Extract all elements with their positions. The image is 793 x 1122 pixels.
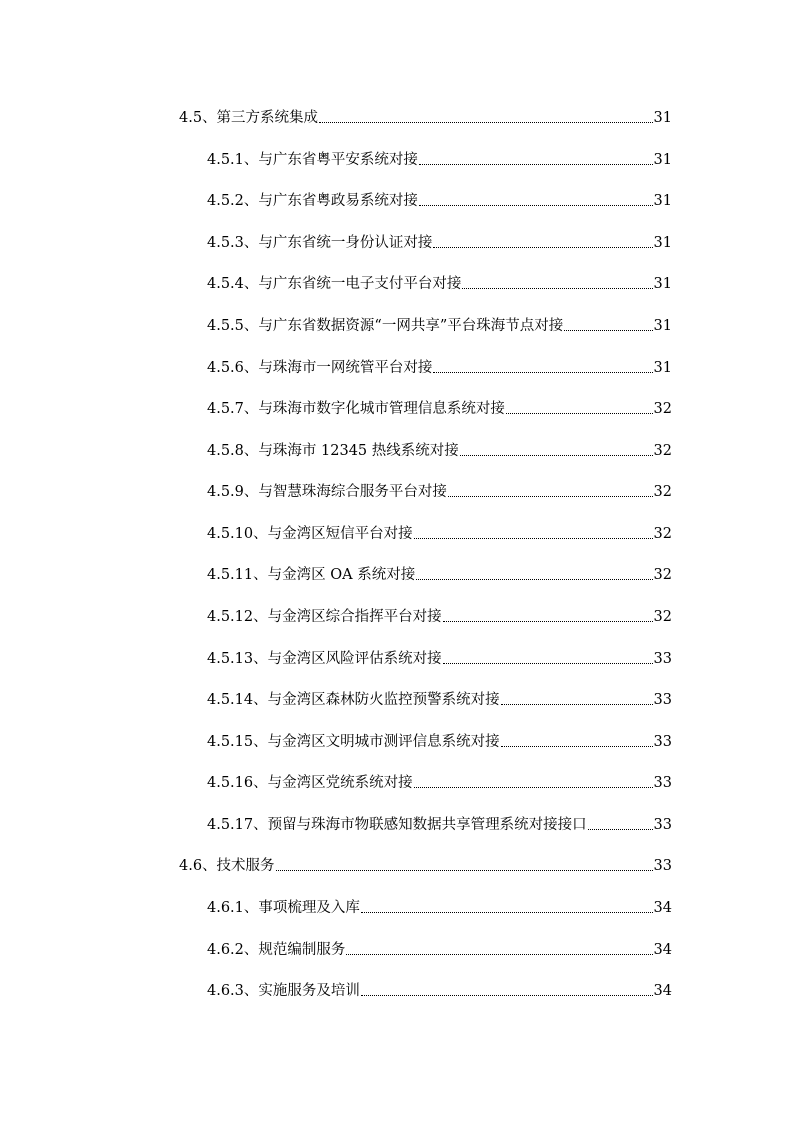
toc-entry-4-6[interactable] [179, 852, 672, 876]
toc-entry-page: 32 [653, 526, 672, 542]
toc-entry-number: 4.5.13 [207, 651, 254, 667]
dot-leader [462, 288, 652, 289]
dot-leader [448, 496, 653, 497]
toc-entry-4-5-10[interactable] [207, 520, 672, 544]
dot-leader [319, 122, 652, 123]
dot-leader [419, 164, 653, 165]
toc-entry-number: 4.5 [179, 110, 203, 126]
dot-leader [506, 413, 653, 414]
toc-entry-number: 4.6.2 [207, 942, 244, 958]
toc-entry-title: 、实施服务及培训 [243, 983, 360, 999]
toc-entry-title: 、与珠海市一网统管平台对接 [243, 360, 433, 376]
toc-entry-number: 4.5.4 [207, 276, 244, 292]
toc-entry-page: 31 [653, 276, 672, 292]
toc-entry-4-5-12[interactable] [207, 603, 672, 627]
toc-entry-4-5-14[interactable] [207, 686, 672, 710]
toc-entry-title: 、与金湾区党统系统对接 [253, 775, 413, 791]
dot-leader [443, 621, 653, 622]
toc-entry-page: 33 [653, 651, 672, 667]
toc-entry-4-5-15[interactable] [207, 728, 672, 752]
toc-entry-page: 31 [653, 235, 672, 251]
toc-entry-4-5-13[interactable] [207, 645, 672, 669]
toc-entry-title: 、与金湾区综合指挥平台对接 [253, 609, 442, 625]
toc-entry-number: 4.5.12 [207, 609, 254, 625]
toc-entry-number: 4.6.1 [207, 900, 244, 916]
toc-entry-4-5[interactable] [179, 104, 672, 128]
toc-entry-title: 、与广东省统一身份认证对接 [243, 235, 433, 251]
toc-entry-page: 34 [653, 983, 672, 999]
toc-entry-page: 32 [653, 443, 672, 459]
toc-entry-number: 4.5.10 [207, 526, 254, 542]
dot-leader [346, 954, 652, 955]
toc-entry-4-5-6[interactable] [207, 354, 672, 378]
toc-entry-page: 33 [653, 734, 672, 750]
dot-leader [361, 912, 653, 913]
toc-entry-title: 、预留与珠海市物联感知数据共享管理系统对接接口 [253, 817, 587, 833]
toc-entry-page: 32 [653, 401, 672, 417]
toc-entry-page: 33 [653, 858, 672, 874]
toc-entry-number: 4.5.11 [207, 567, 254, 583]
toc-entry-title: 、与珠海市数字化城市管理信息系统对接 [243, 401, 505, 417]
toc-entry-number: 4.5.3 [207, 235, 244, 251]
toc-entry-page: 34 [653, 942, 672, 958]
toc-entry-title: 、与金湾区 OA 系统对接 [253, 567, 416, 583]
toc-entry-number: 4.5.2 [207, 193, 244, 209]
dot-leader [276, 870, 653, 871]
toc-entry-number: 4.5.1 [207, 152, 244, 168]
toc-entry-title: 、与广东省粤政易系统对接 [243, 193, 418, 209]
toc-entry-number: 4.5.16 [207, 775, 254, 791]
dot-leader [414, 787, 653, 788]
dot-leader [433, 372, 652, 373]
toc-entry-title: 、与珠海市 12345 热线系统对接 [243, 443, 459, 459]
toc-entry-page: 33 [653, 817, 672, 833]
toc-entry-title: 、与广东省数据资源“一网共享”平台珠海节点对接 [243, 318, 564, 334]
dot-leader [460, 455, 653, 456]
toc-entry-4-5-2[interactable] [207, 187, 672, 211]
toc-entry-title: 、规范编制服务 [243, 942, 346, 958]
toc-entry-4-5-8[interactable] [207, 437, 672, 461]
toc-entry-title: 、与智慧珠海综合服务平台对接 [243, 484, 447, 500]
toc-entry-title: 、技术服务 [202, 858, 275, 874]
toc-entry-title: 、与金湾区风险评估系统对接 [253, 651, 442, 667]
toc-entry-4-6-1[interactable] [207, 894, 672, 918]
toc-entry-4-5-5[interactable] [207, 312, 672, 336]
toc-entry-page: 32 [653, 484, 672, 500]
toc-entry-4-5-7[interactable] [207, 395, 672, 419]
dot-leader [414, 538, 653, 539]
dot-leader [416, 579, 652, 580]
toc-entry-title: 、第三方系统集成 [202, 110, 319, 126]
toc-entry-number: 4.5.17 [207, 817, 254, 833]
toc-entry-page: 31 [653, 318, 672, 334]
toc-entry-number: 4.6.3 [207, 983, 244, 999]
toc-entry-4-5-1[interactable] [207, 146, 672, 170]
toc-entry-title: 、事项梳理及入库 [243, 900, 360, 916]
toc-entry-number: 4.5.7 [207, 401, 244, 417]
toc-entry-title: 、与金湾区短信平台对接 [253, 526, 413, 542]
dot-leader [419, 205, 653, 206]
toc-entry-number: 4.5.15 [207, 734, 254, 750]
toc-entry-number: 4.6 [179, 858, 203, 874]
toc-entry-page: 31 [653, 152, 672, 168]
dot-leader [501, 746, 653, 747]
dot-leader [433, 247, 652, 248]
toc-entry-page: 34 [653, 900, 672, 916]
toc-entry-title: 、与金湾区文明城市测评信息系统对接 [253, 734, 500, 750]
toc-entry-4-6-2[interactable] [207, 936, 672, 960]
toc-entry-4-5-9[interactable] [207, 478, 672, 502]
toc-entry-4-5-4[interactable] [207, 270, 672, 294]
toc-entry-title: 、与广东省统一电子支付平台对接 [243, 276, 462, 292]
toc-entry-number: 4.5.14 [207, 692, 254, 708]
dot-leader [361, 995, 653, 996]
toc-entry-number: 4.5.9 [207, 484, 244, 500]
toc-entry-4-5-11[interactable] [207, 561, 672, 585]
toc-entry-title: 、与金湾区森林防火监控预警系统对接 [253, 692, 500, 708]
toc-entry-page: 31 [653, 110, 672, 126]
toc-entry-title: 、与广东省粤平安系统对接 [243, 152, 418, 168]
toc-entry-4-5-3[interactable] [207, 229, 672, 253]
dot-leader [588, 829, 653, 830]
toc-entry-page: 31 [653, 193, 672, 209]
toc-entry-page: 31 [653, 360, 672, 376]
toc-entry-page: 33 [653, 775, 672, 791]
toc-entry-4-5-17[interactable] [207, 811, 672, 835]
toc-entry-4-5-16[interactable] [207, 769, 672, 793]
toc-entry-page: 32 [653, 567, 672, 583]
toc-entry-number: 4.5.8 [207, 443, 244, 459]
toc-entry-number: 4.5.5 [207, 318, 244, 334]
toc-entry-4-6-3[interactable] [207, 977, 672, 1001]
dot-leader [564, 330, 652, 331]
dot-leader [501, 704, 653, 705]
toc-entry-page: 33 [653, 692, 672, 708]
toc-entry-page: 32 [653, 609, 672, 625]
dot-leader [443, 663, 653, 664]
toc-entry-number: 4.5.6 [207, 360, 244, 376]
